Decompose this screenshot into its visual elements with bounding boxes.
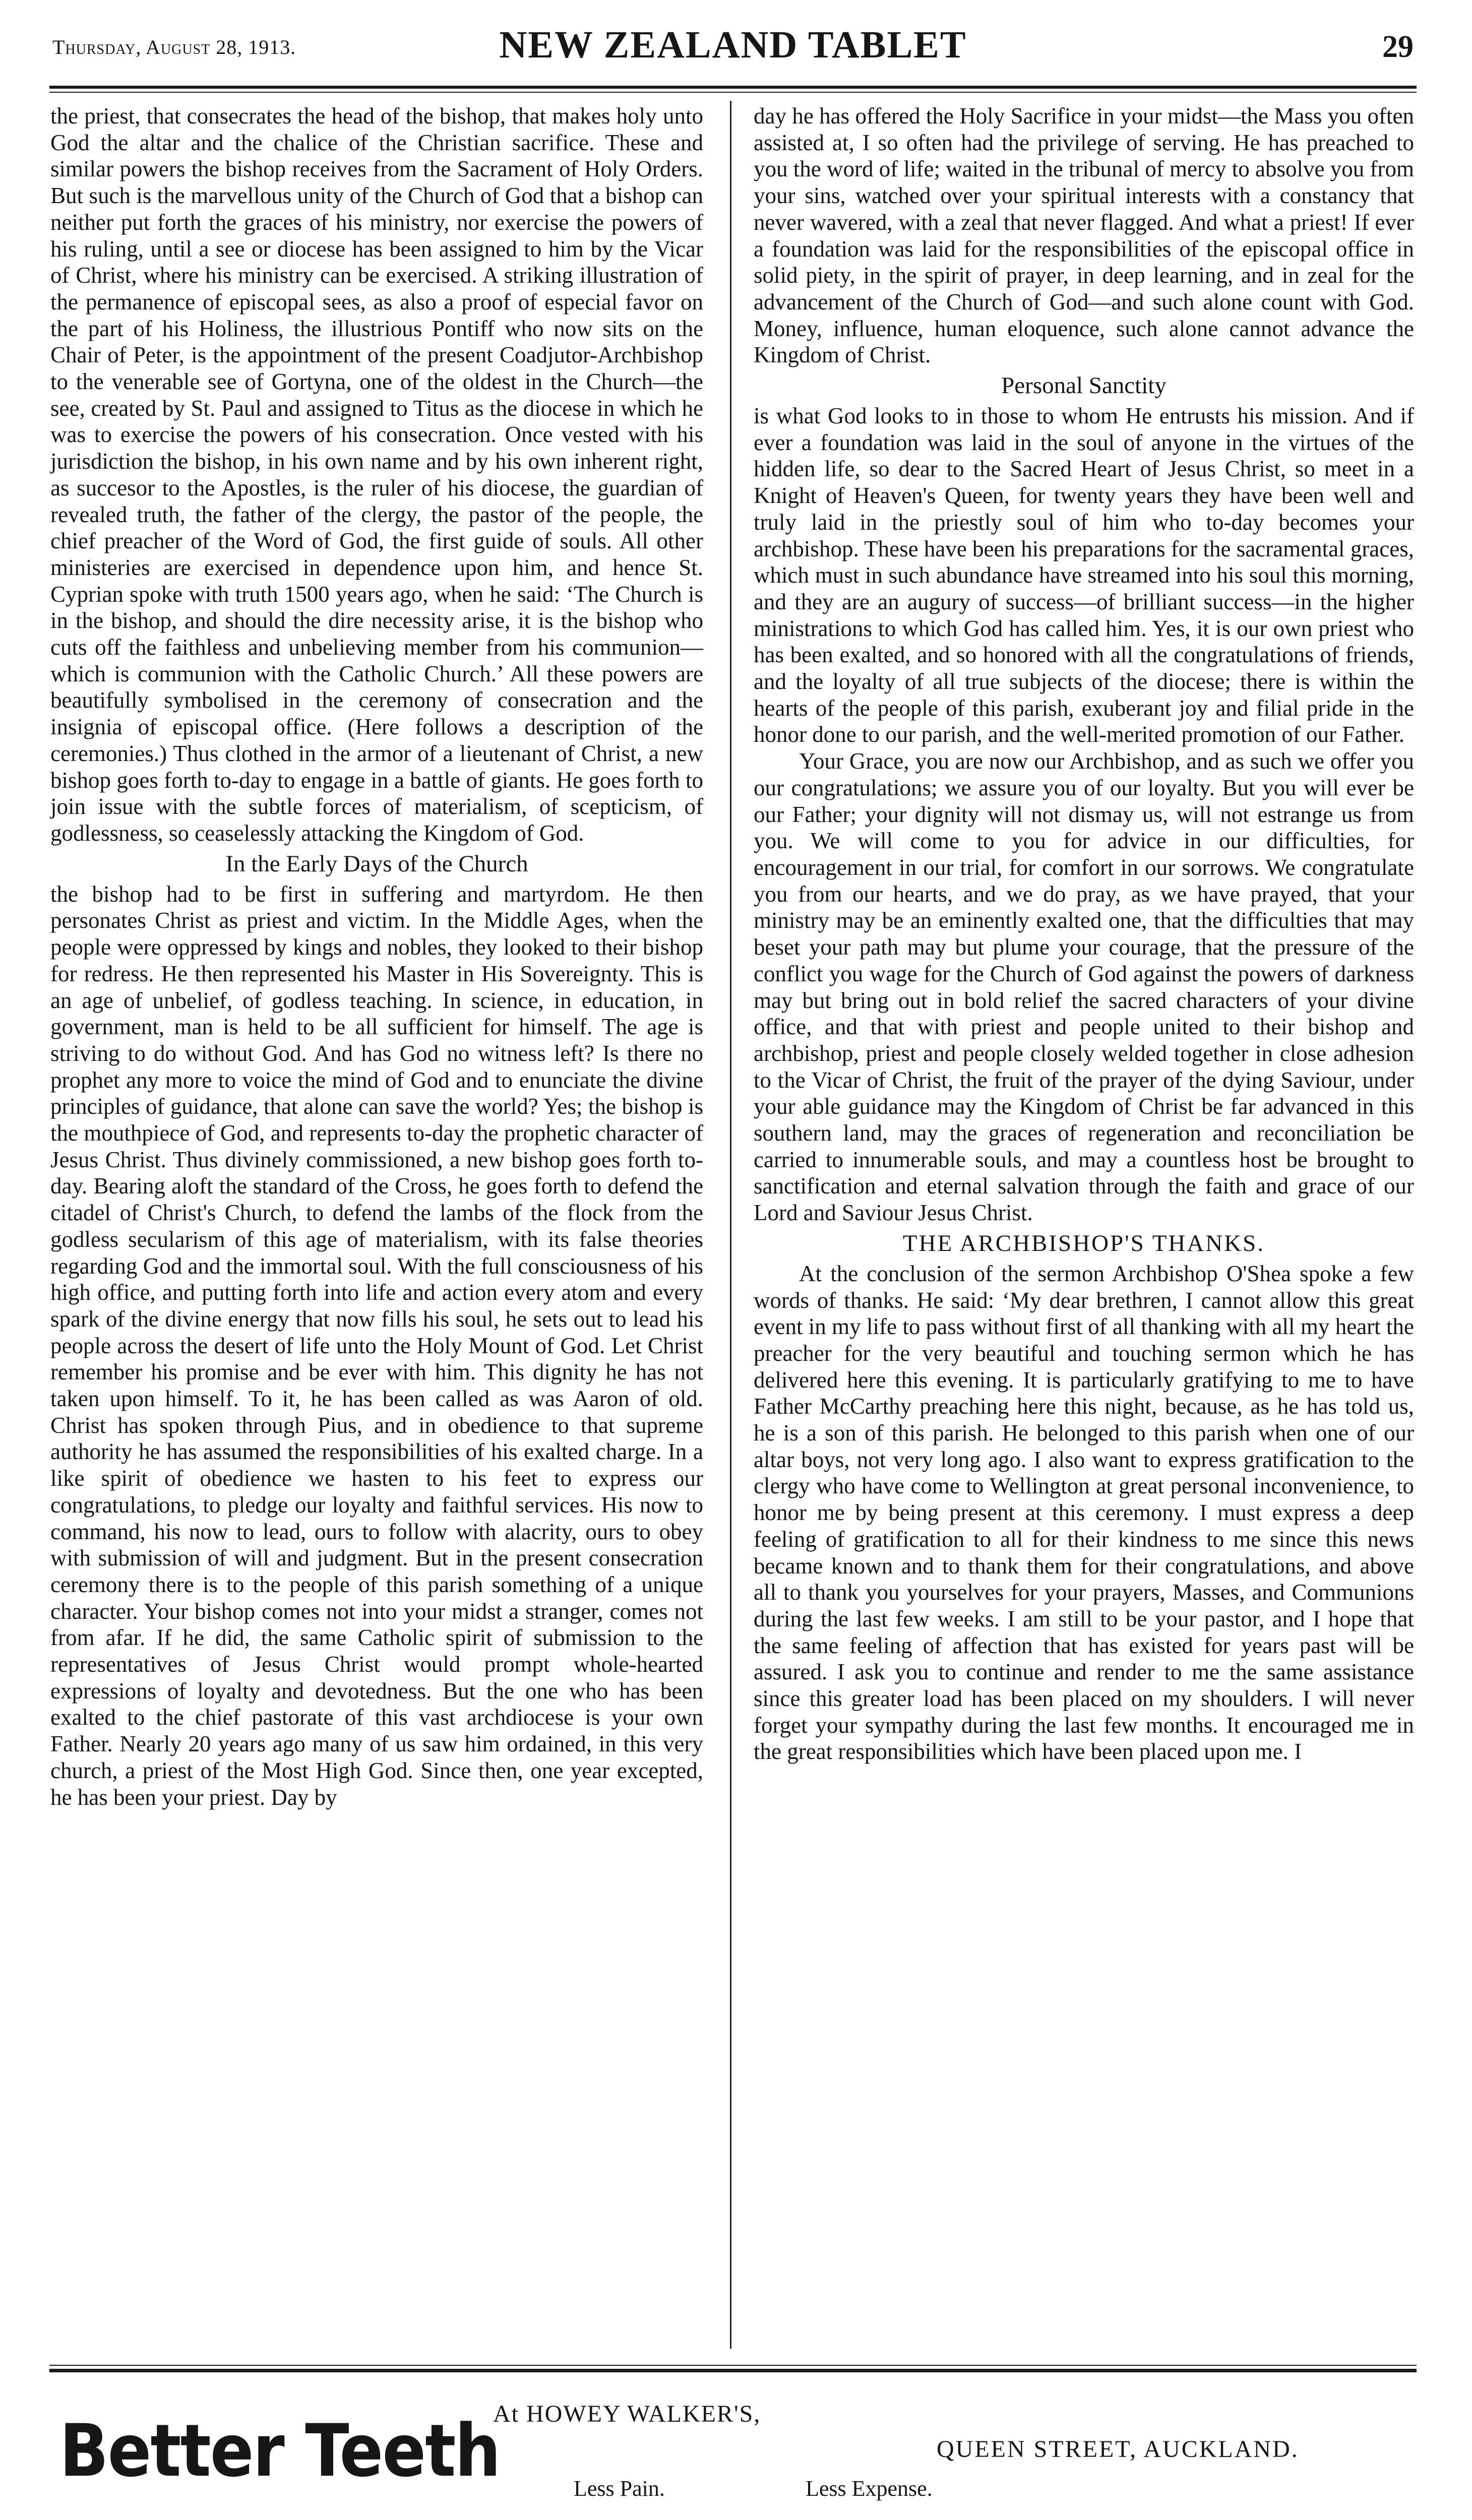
right-paragraph-4: At the conclusion of the sermon Archbishop O'Shea spoke a few words of thanks. He said: ‘My dear brethren, I cannot allow this great event in my life to pass without first of all thanking with all my heart the preacher for the very beautiful and touching sermon which he has delivered here this evening. It is particularly gratifying to me to have Father McCarthy preaching here this night, because, as he has told us, he is a son of this parish. He belonged to this parish when one of our altar boys, not very long ago. I also want to express gratification to the clergy who have come to Wellington at great personal inconvenience, to honor me by being present at this ceremony. I must express a deep feeling of gratification to all for their kindness to me since this news became known and to thank them for their congratulations, and above all to thank you yourselves for your prayers, Masses, and Communions during the last few weeks. I am still to be your pastor, and I hope that the same feeling of affection that has existed for years past will be assured. I ask you to continue and render to me the same assistance since this greater load has been placed on my shoulders. I will never forget your sympathy during the last few months. It encouraged me in the great responsibilities which have been placed upon me. I	[754, 1261, 1414, 1765]
page-header	[52, 16, 1414, 82]
header-rule-thick	[49, 86, 1417, 89]
left-column	[50, 103, 703, 1810]
ad-tagline-pain: Less Pain.	[574, 2476, 665, 2501]
ad-brand-name: Better Teeth	[59, 2409, 500, 2493]
left-paragraph-1: the priest, that consecrates the head of the bishop, that makes holy unto God the altar and the chalice of the Christian sacrifice. These and similar powers the bishop receives from the Sacrament of Holy Orders. But such is the marvellous unity of the Church of God that a bishop can neither put forth the graces of his ministry, nor exercise the powers of his ruling, until a see or diocese has been assigned to him by the Vicar of Christ, where his ministry can be exercised. A striking illustration of the permanence of episcopal sees, as also a proof of especial favor on the part of his Holiness, the illustrious Pontiff who now sits on the Chair of Peter, is the appointment of the present Coadjutor-Archbishop to the venerable see of Gortyna, one of the oldest in the Church—the see, created by St. Paul and assigned to Titus as the diocese in which he was to exercise the powers of his consecration. Once vested with his jurisdiction the bishop, in his own name and by his own inherent right, as succesor to the Apostles, is the ruler of his diocese, the guardian of revealed truth, the father of the clergy, the pastor of the people, the chief preacher of the Word of God, the first guide of souls. All other ministeries are exercised in dependence upon him, and hence St. Cyprian spoke with truth 1500 years ago, when he said: ‘The Church is in the bishop, and should the dire necessity arise, it is the bishop who cuts off the faithless and unbelieving member from his communion—which is communion with the Catholic Church.’ All these powers are beautifully symbolised in the ceremony of consecration and the insignia of episcopal office. (Here follows a description of the ceremonies.) Thus clothed in the armor of a lieutenant of Christ, a new bishop goes forth to-day to engage in a battle of giants. He goes forth to join issue with the subtle forces of materialism, of scepticism, of godlessness, so ceaselessly attacking the Kingdom of God.	[50, 103, 703, 846]
header-rule-thin	[49, 92, 1417, 93]
issue-date: Thursday, August 28, 1913.	[52, 36, 296, 58]
footer-rule-thick	[49, 2369, 1417, 2372]
right-paragraph-3: Your Grace, you are now our Archbishop, and as such we offer you our congratulations; we assure you of our loyalty. But you will ever be our Father; your dignity will not dismay us, will not estrange us from you. We will come to you for advice in our difficulties, for encouragement in our trial, for comfort in our sorrows. We congratulate you from our hearts, and we do pray, as we have prayed, that your ministry may be an eminently exalted one, that the difficulties that may beset your path may but plume your courage, that the pressure of the conflict you wage for the Church of God against the powers of darkness may but bring out in bold relief the sacred characters of your divine office, and that with priest and people united to their bishop and archbishop, priest and people closely welded together in close adhesion to the Vicar of Christ, the fruit of the prayer of the dying Saviour, under your able guidance may the Kingdom of Christ be far advanced in this southern land, may the graces of regeneration and reconciliation be carried to innumerable souls, and may a countless host be brought to sanctification and eternal salvation through the faith and grace of our Lord and Saviour Jesus Christ.	[754, 748, 1414, 1226]
right-paragraph-1: day he has offered the Holy Sacrifice in your midst—the Mass you often assisted at, I so often had the privilege of serving. He has preached to you the word of life; waited in the tribunal of mercy to absolve you from your sins, watched over your spiritual interests with a constancy that never wavered, with a zeal that never flagged. And what a priest! If ever a foundation was laid for the responsibilities of the episcopal office in solid piety, in the spirit of prayer, in deep learning, and in zeal for the advancement of the Church of God—and such alone count with God. Money, influence, human eloquence, such alone cannot advance the Kingdom of Christ.	[754, 103, 1414, 368]
advertisement	[49, 2389, 1417, 2510]
right-heading-personal-sanctity: Personal Sanctity	[1001, 372, 1167, 399]
ad-address: QUEEN STREET, AUCKLAND.	[937, 2436, 1299, 2463]
right-paragraph-2: is what God looks to in those to whom He entrusts his mission. And if ever a foundation was laid in the soul of anyone in the virtues of the hidden life, so dear to the Sacred Heart of Jesus Christ, so meet in a Knight of Heaven's Queen, for twenty years they have been well and truly laid in the priestly soul of him who to-day becomes your archbishop. These have been his preparations for the sacramental graces, which must in such abundance have streamed into his soul this morning, and they are an augury of success—of brilliant success—in the higher ministrations to which God has called him. Yes, it is our own priest who has been exalted, and so honored with all the congratulations of friends, and the loyalty of all true subjects of the diocese; there is within the hearts of the people of this parish, exuberant joy and filial pride in the honor done to our parish, and the well-merited promotion of our Father.	[754, 403, 1414, 747]
left-heading-early-days: In the Early Days of the Church	[225, 850, 528, 877]
ad-tagline-expense: Less Expense.	[806, 2476, 933, 2501]
footer-rule-thin	[49, 2365, 1417, 2366]
page-number: 29	[1382, 30, 1414, 64]
ad-advertiser-name: At HOWEY WALKER'S,	[493, 2401, 761, 2427]
right-heading-archbishops-thanks: THE ARCHBISHOP'S THANKS.	[902, 1230, 1265, 1256]
left-paragraph-2: the bishop had to be first in suffering and martyrdom. He then personates Christ as priest and victim. In the Middle Ages, when the people were oppressed by kings and nobles, they looked to their bishop for redress. He then represented his Master in His Sovereignty. This is an age of unbelief, of godless teaching. In science, in education, in government, man is held to be all sufficient for himself. The age is striving to do without God. And has God no witness left? Is there no prophet any more to voice the mind of God and to enunciate the divine principles of guidance, that alone can save the world? Yes; the bishop is the mouthpiece of God, and represents to-day the prophetic character of Jesus Christ. Thus divinely commissioned, a new bishop goes forth to-day. Bearing aloft the standard of the Cross, he goes forth to defend the citadel of Christ's Church, to defend the lambs of the flock from the godless secularism of this age of materialism, with its false theories regarding God and the immortal soul. With the full consciousness of his high office, and putting forth into life and action every atom and every spark of the divine energy that now fills his soul, he sets out to lead his people across the desert of life unto the Holy Mount of God. Let Christ remember his promise and be ever with him. This dignity he has not taken upon himself. To it, he has been called as was Aaron of old. Christ has spoken through Pius, and in obedience to that supreme authority he has assumed the responsibilities of his exalted charge. In a like spirit of obedience we hasten to his feet to express our congratulations, to pledge our loyalty and faithful services. His now to command, his now to lead, ours to follow with alacrity, ours to obey with submission of will and judgment. But in the present consecration ceremony there is to the people of this parish something of a unique character. Your bishop comes not into your midst a stranger, comes not from afar. If he did, the same Catholic spirit of submission to the representatives of Jesus Christ would prompt whole-hearted expressions of loyalty and devotedness. But the one who has been exalted to the chief pastorate of this vast archdiocese is your own Father. Nearly 20 years ago many of us saw him ordained, in this very church, a priest of the Most High God. Since then, one year excepted, he has been your priest. Day by	[50, 881, 703, 1810]
masthead-title: NEW ZEALAND TABLET	[499, 24, 967, 66]
column-divider	[730, 101, 731, 2349]
right-column	[754, 103, 1414, 1765]
